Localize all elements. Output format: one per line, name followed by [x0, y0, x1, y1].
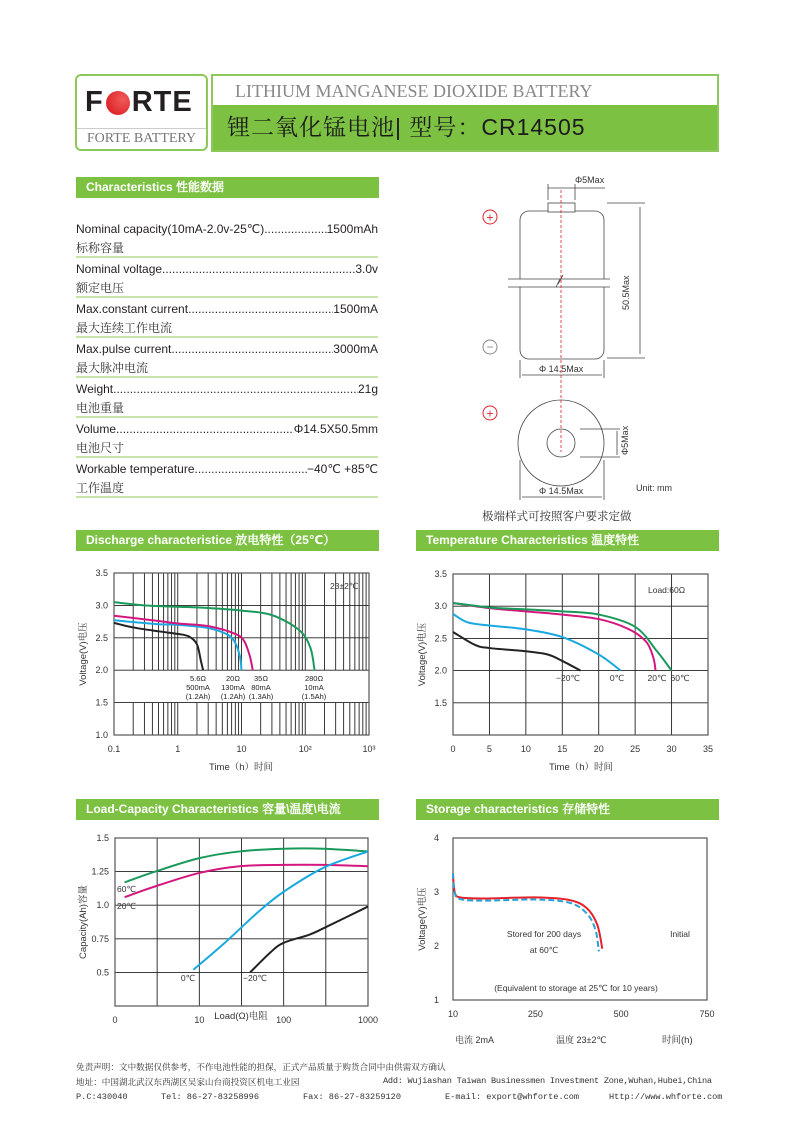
- svg-text:+: +: [486, 406, 494, 421]
- y-tick-label: 3: [433, 887, 439, 897]
- y-axis-label: Voltage(V)电压: [417, 622, 428, 687]
- x-tick-label: 0: [112, 1015, 118, 1025]
- chart-annotation: 60℃: [117, 884, 137, 894]
- characteristic-label-cn: 最大脉冲电流: [76, 361, 149, 375]
- x-tick-label: 250: [527, 1009, 543, 1019]
- x-tick-label: 10³: [362, 744, 376, 754]
- x-tick-label: 5: [486, 744, 492, 754]
- chart-annotation: Initial: [670, 929, 690, 939]
- plot-frame: [453, 838, 707, 1000]
- characteristic-label: Workable temperature: [76, 462, 195, 476]
- chart-annotation: 电流 2mA: [455, 1035, 495, 1045]
- characteristic-label: Weight: [76, 382, 114, 396]
- characteristic-label-cn: 额定电压: [76, 281, 125, 295]
- title-english: LITHIUM MANGANESE DIOXIDE BATTERY: [235, 81, 593, 101]
- y-tick-label: 3.0: [434, 601, 447, 612]
- curve-annotation: 35Ω 80mA (1.3Ah): [248, 674, 274, 701]
- email-link[interactable]: E-mail: export@whforte.com: [445, 1092, 580, 1102]
- website-link[interactable]: Http://www.whforte.com: [609, 1092, 723, 1102]
- x-tick-label: 0.1: [107, 744, 121, 754]
- y-axis-label: Voltage(V)电压: [417, 887, 428, 951]
- top-dim-label: Φ 14.5Max: [539, 486, 584, 496]
- characteristic-value: 1500mAh: [326, 222, 378, 236]
- y-axis-label: Voltage(V)电压: [78, 622, 89, 686]
- address-cn: 地址：中国湖北武汉东西湖区吴家山台商投资区机电工业园: [76, 1078, 300, 1088]
- x-tick-label: 10: [520, 744, 531, 754]
- chart-annotation: at 60℃: [529, 945, 559, 955]
- series-line-2: [453, 873, 599, 951]
- y-tick-label: 2.5: [434, 633, 447, 644]
- x-tick-label: 20: [593, 744, 604, 754]
- chart-annotation: Stored for 200 days: [506, 929, 582, 939]
- series-line-2: [453, 614, 621, 671]
- y-tick-label: 1.5: [95, 697, 108, 708]
- characteristic-label: Nominal voltage: [76, 262, 163, 276]
- x-tick-label: 10: [236, 744, 247, 754]
- temperature-section-header: Temperature Characteristics 温度特性: [416, 530, 719, 551]
- y-tick-label: 1.5: [96, 833, 109, 843]
- characteristic-label-cn: 电池尺寸: [76, 441, 125, 455]
- logo-letters-rte: RTE: [131, 86, 193, 118]
- y-tick-label: 2: [433, 941, 439, 951]
- characteristic-value: 3000mA: [333, 342, 378, 356]
- y-tick-label: 2.0: [434, 665, 447, 676]
- y-tick-label: 1.25: [91, 866, 109, 877]
- gridlines: [115, 838, 368, 1006]
- x-tick-label: 25: [630, 744, 641, 754]
- x-axis-label: 时间(h): [662, 1035, 693, 1046]
- y-tick-label: 1.0: [95, 730, 108, 740]
- curve-annotation: 5.6Ω 500mA (1.2Ah): [185, 674, 211, 701]
- discharge-section-header: Discharge characteristice 放电特性（25℃）: [76, 530, 379, 551]
- x-tick-label: 10: [194, 1015, 205, 1025]
- characteristic-label: Nominal capacity(10mA-2.0v-25℃): [76, 222, 265, 236]
- chart-3: [115, 838, 368, 1006]
- chart-1: [114, 573, 369, 735]
- gridlines: [453, 574, 708, 735]
- chart-4: [453, 838, 707, 1000]
- x-tick-label: 1: [175, 744, 181, 754]
- characteristic-label-cn: 标称容量: [76, 241, 125, 255]
- title-chinese-model: 锂二氧化锰电池| 型号：CR14505: [213, 105, 717, 150]
- body-dim-label: Φ 14.5Max: [539, 364, 584, 374]
- x-tick-label: 15: [557, 744, 568, 754]
- chart-annotation: 温度 23±2℃: [556, 1035, 607, 1045]
- address-en: Add: Wujiashan Taiwan Businessmen Investment Zone,Wuhan,Hubei,China: [383, 1076, 712, 1086]
- x-axis-label: Load(Ω)电阻: [214, 1011, 268, 1022]
- characteristic-label: Max.constant current: [76, 302, 189, 316]
- telephone: Tel: 86-27-83258996: [161, 1092, 259, 1102]
- x-tick-label: 750: [699, 1009, 715, 1019]
- load-capacity-section-header: Load-Capacity Characteristics 容量\温度\电流: [76, 799, 379, 820]
- chart-annotation: 23±2℃: [330, 581, 359, 591]
- y-tick-label: 4: [433, 833, 439, 843]
- top-terminal-dim-label: Φ5Max: [620, 425, 630, 455]
- gridlines: [114, 573, 369, 735]
- characteristic-value: 21g: [357, 382, 378, 396]
- y-tick-label: 2.5: [95, 632, 108, 643]
- svg-text:−: −: [486, 340, 494, 354]
- chart-annotation: 20℃: [647, 673, 667, 683]
- curve-annotation: 280Ω 10mA (1.5Ah): [301, 674, 327, 701]
- x-tick-label: 1000: [357, 1015, 379, 1025]
- characteristic-label-cn: 最大连续工作电流: [76, 321, 173, 335]
- chart-2: [453, 574, 708, 735]
- series-line-3: [453, 603, 656, 671]
- x-tick-label: 500: [613, 1009, 629, 1019]
- svg-text:+: +: [486, 210, 494, 225]
- characteristic-value: 3.0v: [355, 262, 378, 276]
- y-tick-label: 1: [433, 995, 439, 1005]
- y-tick-label: 1.5: [434, 697, 447, 708]
- chart-annotation: 60℃: [670, 673, 690, 683]
- logo-letter-f: F: [85, 86, 104, 118]
- chart-annotation: Load:60Ω: [648, 585, 686, 595]
- characteristic-value: −40℃ +85℃: [307, 462, 378, 476]
- chart-annotation: −20℃: [556, 673, 580, 683]
- y-tick-label: 3.5: [95, 568, 108, 578]
- chart-annotation: −20℃: [243, 973, 267, 983]
- diagram-caption: 极端样式可按照客户要求定做: [482, 511, 632, 523]
- x-tick-label: 10²: [298, 744, 312, 754]
- characteristics-header: Characteristics 性能数据: [76, 177, 379, 198]
- series-line-4: [250, 907, 368, 973]
- x-tick-label: 35: [702, 744, 714, 754]
- y-tick-label: 3.0: [95, 600, 108, 611]
- x-axis-label: Time（h）时间: [548, 762, 614, 773]
- y-tick-label: 0.75: [91, 933, 109, 944]
- x-tick-label: 10: [447, 1009, 459, 1019]
- unit-label: Unit: mm: [636, 483, 672, 493]
- logo-subtitle: FORTE BATTERY: [77, 128, 206, 147]
- chart-annotation: (Equivalent to storage at 25℃ for 10 years): [494, 983, 658, 993]
- characteristic-label-cn: 电池重量: [76, 401, 125, 415]
- storage-section-header: Storage characteristics 存储特性: [416, 799, 719, 820]
- y-tick-label: 2.0: [95, 665, 108, 676]
- curve-annotation: 20Ω 130mA (1.2Ah): [220, 674, 246, 701]
- chart-annotation: 0℃: [180, 973, 196, 983]
- characteristic-value: 1500mA: [333, 302, 378, 316]
- chart-annotation: 20℃: [117, 901, 137, 911]
- terminal-dim-label: Φ5Max: [575, 175, 605, 185]
- chart-annotation: 0℃: [609, 673, 625, 683]
- plot-frame: [453, 574, 708, 735]
- x-tick-label: 100: [276, 1015, 292, 1025]
- characteristic-label: Volume: [76, 422, 117, 436]
- y-tick-label: 3.5: [434, 569, 447, 579]
- x-tick-label: 30: [666, 744, 677, 754]
- fax: Fax: 86-27-83259120: [303, 1092, 401, 1102]
- characteristic-label: Max.pulse current: [76, 342, 172, 356]
- x-axis-label: Time（h）时间: [208, 762, 274, 773]
- disclaimer: 免责声明：文中数据仅供参考，不作电池性能的担保，正式产品质量于购货合同中由供需双方确认: [76, 1063, 446, 1073]
- characteristic-value: Φ14.5X50.5mm: [293, 422, 378, 436]
- y-tick-label: 1.0: [96, 900, 109, 911]
- characteristic-label-cn: 工作温度: [76, 481, 125, 495]
- postcode: P.C:430040: [76, 1092, 128, 1102]
- x-tick-label: 0: [450, 744, 456, 754]
- y-axis-label: Capacity(Ah)容量: [78, 885, 89, 959]
- y-tick-label: 0.5: [96, 967, 109, 978]
- height-dim-label: 50.5Max: [621, 275, 631, 310]
